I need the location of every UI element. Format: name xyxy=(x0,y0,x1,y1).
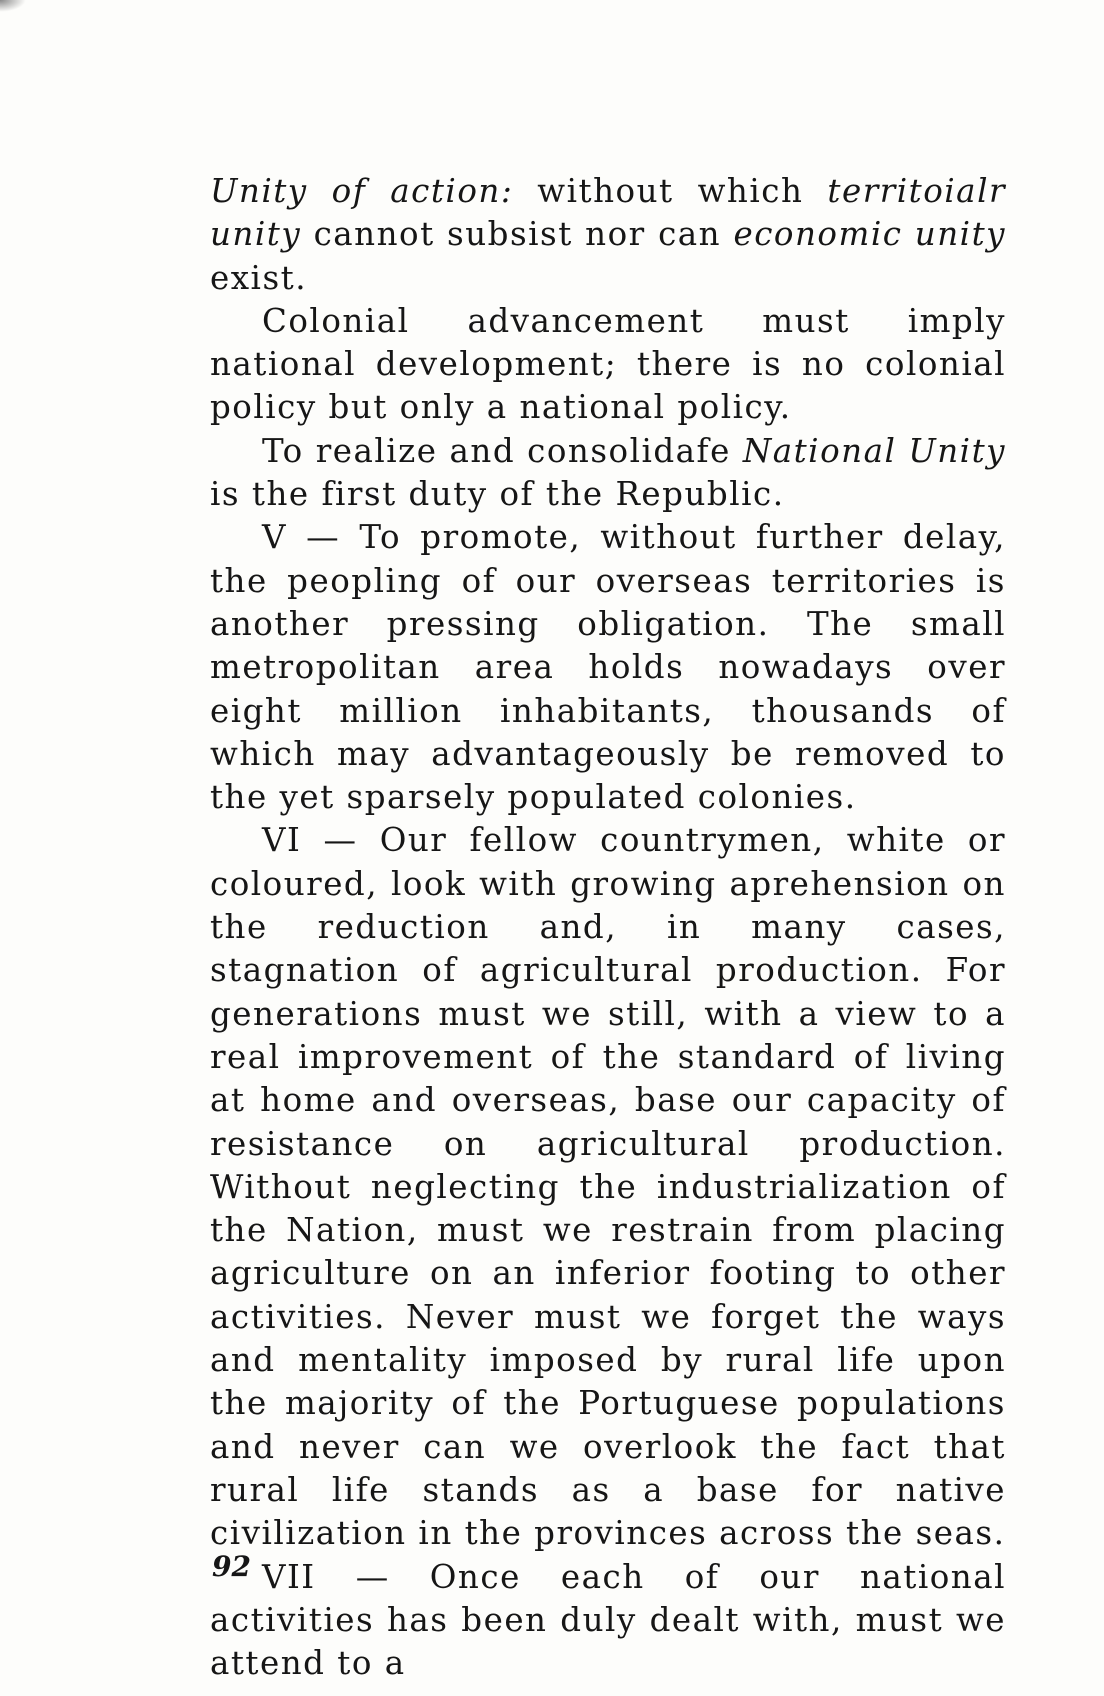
text-run: Colonial advancement must imply national development; there is no colonial policy but only a national policy. xyxy=(210,301,1006,427)
text-run: exist. xyxy=(210,258,308,297)
text-run: To realize and consolidafe xyxy=(262,431,743,470)
paragraph-section-vii xyxy=(210,1556,1006,1686)
italic-text: territoialr unity xyxy=(210,172,1006,254)
body-text xyxy=(210,170,1006,1685)
paragraph-colonial-advancement xyxy=(210,300,1006,430)
page-number: 92 xyxy=(212,1550,251,1583)
italic-text: Unity of action: xyxy=(210,172,514,210)
paragraph-section-vi xyxy=(210,819,1006,1555)
paragraph-national-unity xyxy=(210,430,1006,517)
text-run: VI — Our fellow countrymen, white or coloured, look with growing aprehension on the reduction and, in many cases, stagnation of agricultural production. For generations must we still, with a view to a real improvement of the standard of living at home and overseas, base our capacity of resistance on agricultural production. Without neglecting the industrialization of the Nation, must we restrain from placing agriculture on an inferior footing to other activities. Never must we forget the ways and mentality imposed by rural life upon the majority of the Portuguese populations and never can we overlook the fact that rural life stands as a base for native civilization in the provinces across the seas. xyxy=(210,821,1006,1553)
text-run: V — To promote, without further delay, the peopling of our overseas territories is another pressing obligation. The small metropolitan area holds nowadays over eight million inhabitants, thousands of which may advantageously be removed to the yet sparsely populated colonies. xyxy=(210,518,1006,817)
scan-smudge xyxy=(0,0,26,12)
text-run: cannot subsist nor can xyxy=(301,215,734,254)
paragraph-section-v xyxy=(210,516,1006,819)
italic-text: National Unity xyxy=(742,431,1006,470)
text-run: without which xyxy=(513,172,828,210)
italic-text: economic unity xyxy=(733,215,1006,254)
text-run: is the first duty of the Republic. xyxy=(210,475,785,514)
paragraph-unity xyxy=(210,170,1006,300)
text-run: VII — Once each of our national activities has been duly dealt with, must we attend to a xyxy=(210,1557,1006,1683)
